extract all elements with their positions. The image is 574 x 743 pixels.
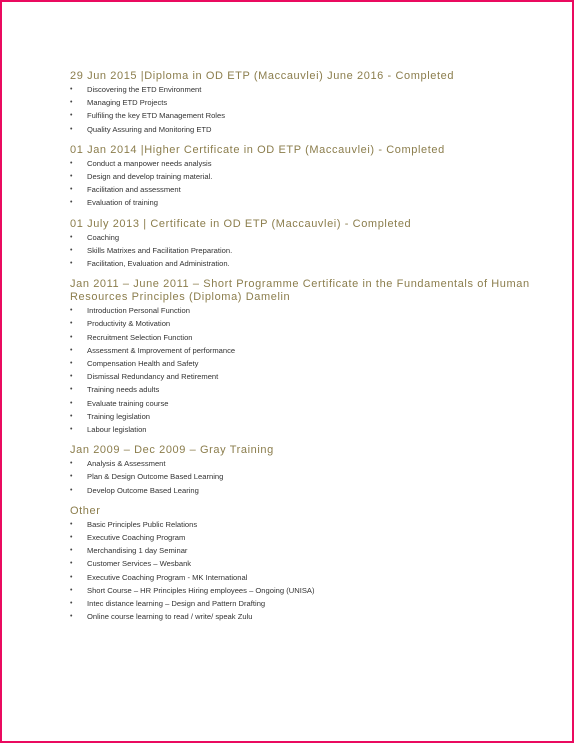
- bullet-icon: •: [70, 399, 73, 407]
- list-item: • Facilitation and assessment: [70, 183, 550, 196]
- bullet-icon: •: [70, 86, 73, 93]
- bullet-icon: •: [70, 586, 73, 594]
- section-heading: Jan 2011 – June 2011 – Short Programme Certificate in the Fundamentals of Human Resources Principles (Diploma) Damelin: [70, 278, 530, 304]
- bullet-icon: •: [70, 460, 73, 468]
- bullet-icon: •: [70, 412, 73, 420]
- list-item: • Compensation Health and Safety: [70, 357, 550, 370]
- qualification-section: [70, 444, 550, 497]
- list-item: • Plan & Design Outcome Based Learning: [70, 470, 550, 483]
- list-item: • Online course learning to read / write/ speak Zulu: [70, 610, 550, 623]
- bullet-icon: •: [70, 534, 73, 542]
- list-item: • Facilitation, Evaluation and Administration.: [70, 257, 550, 270]
- list-item: • Intec distance learning – Design and Pattern Drafting: [70, 597, 550, 610]
- list-item: • Productivity & Motivation: [70, 317, 550, 330]
- qualification-section: [70, 218, 550, 271]
- list-item: • Discovering the ETD Environment: [70, 83, 550, 96]
- section-heading: Other: [70, 504, 101, 517]
- qualification-section: [70, 278, 550, 436]
- list-item: • Recruitment Selection Function: [70, 331, 550, 344]
- list-item: • Develop Outcome Based Learing: [70, 484, 550, 497]
- list-item: • Short Course – HR Principles Hiring employees – Ongoing (UNISA): [70, 584, 550, 597]
- document-body: [70, 70, 550, 624]
- list-item: • Fulfiling the key ETD Management Roles: [70, 109, 550, 122]
- bullet-icon: •: [70, 307, 73, 315]
- list-item: • Evaluate training course: [70, 397, 550, 410]
- bullet-icon: •: [70, 613, 73, 621]
- section-heading: 01 July 2013 | Certificate in OD ETP (Maccauvlei) - Completed: [70, 217, 412, 230]
- list-item: • Coaching: [70, 231, 550, 244]
- bullet-icon: •: [70, 520, 73, 528]
- list-item: • Labour legislation: [70, 423, 550, 436]
- bullet-list: [70, 304, 550, 436]
- bullet-icon: •: [70, 473, 73, 481]
- bullet-icon: •: [70, 99, 73, 107]
- bullet-icon: •: [70, 346, 73, 354]
- bullet-icon: •: [70, 112, 73, 120]
- other-section: [70, 505, 550, 624]
- bullet-icon: •: [70, 547, 73, 555]
- bullet-icon: •: [70, 486, 73, 494]
- bullet-list: [70, 83, 550, 136]
- bullet-icon: •: [70, 360, 73, 368]
- bullet-icon: •: [70, 159, 73, 167]
- bullet-icon: •: [70, 233, 73, 241]
- bullet-icon: •: [70, 573, 73, 581]
- list-item: • Design and develop training material.: [70, 170, 550, 183]
- bullet-icon: •: [70, 260, 73, 268]
- list-item: • Evaluation of training: [70, 196, 550, 209]
- list-item: • Training legislation: [70, 410, 550, 423]
- list-item: • Customer Services – Wesbank: [70, 557, 550, 570]
- bullet-icon: •: [70, 320, 73, 328]
- list-item: • Dismissal Redundancy and Retirement: [70, 370, 550, 383]
- list-item: • Training needs adults: [70, 383, 550, 396]
- bullet-list: [70, 157, 550, 210]
- bullet-icon: •: [70, 333, 73, 341]
- list-item: • Introduction Personal Function: [70, 304, 550, 317]
- bullet-icon: •: [70, 199, 73, 207]
- section-heading: Jan 2009 – Dec 2009 – Gray Training: [70, 444, 274, 457]
- bullet-list: [70, 231, 550, 271]
- list-item: • Executive Coaching Program - MK International: [70, 571, 550, 584]
- list-item: • Merchandising 1 day Seminar: [70, 544, 550, 557]
- bullet-icon: •: [70, 600, 73, 608]
- list-item: • Analysis & Assessment: [70, 457, 550, 470]
- bullet-list: [70, 457, 550, 497]
- qualification-section: [70, 70, 550, 136]
- section-heading: 29 Jun 2015 |Diploma in OD ETP (Maccauvlei) June 2016 - Completed: [70, 70, 455, 82]
- bullet-icon: •: [70, 125, 73, 133]
- list-item: • Assessment & Improvement of performance: [70, 344, 550, 357]
- list-item: • Basic Principles Public Relations: [70, 518, 550, 531]
- bullet-icon: •: [70, 386, 73, 394]
- section-heading: 01 Jan 2014 |Higher Certificate in OD ETP (Maccauvlei) - Completed: [70, 143, 445, 156]
- qualification-section: [70, 144, 550, 210]
- bullet-icon: •: [70, 426, 73, 434]
- list-item: • Skills Matrixes and Facilitation Preparation.: [70, 244, 550, 257]
- list-item: • Executive Coaching Program: [70, 531, 550, 544]
- bullet-icon: •: [70, 173, 73, 181]
- bullet-list: [70, 518, 550, 624]
- bullet-icon: •: [70, 246, 73, 254]
- bullet-icon: •: [70, 373, 73, 381]
- bullet-icon: •: [70, 560, 73, 568]
- list-item: • Quality Assuring and Monitoring ETD: [70, 123, 550, 136]
- bullet-icon: •: [70, 186, 73, 194]
- list-item: • Conduct a manpower needs analysis: [70, 157, 550, 170]
- list-item: • Managing ETD Projects: [70, 96, 550, 109]
